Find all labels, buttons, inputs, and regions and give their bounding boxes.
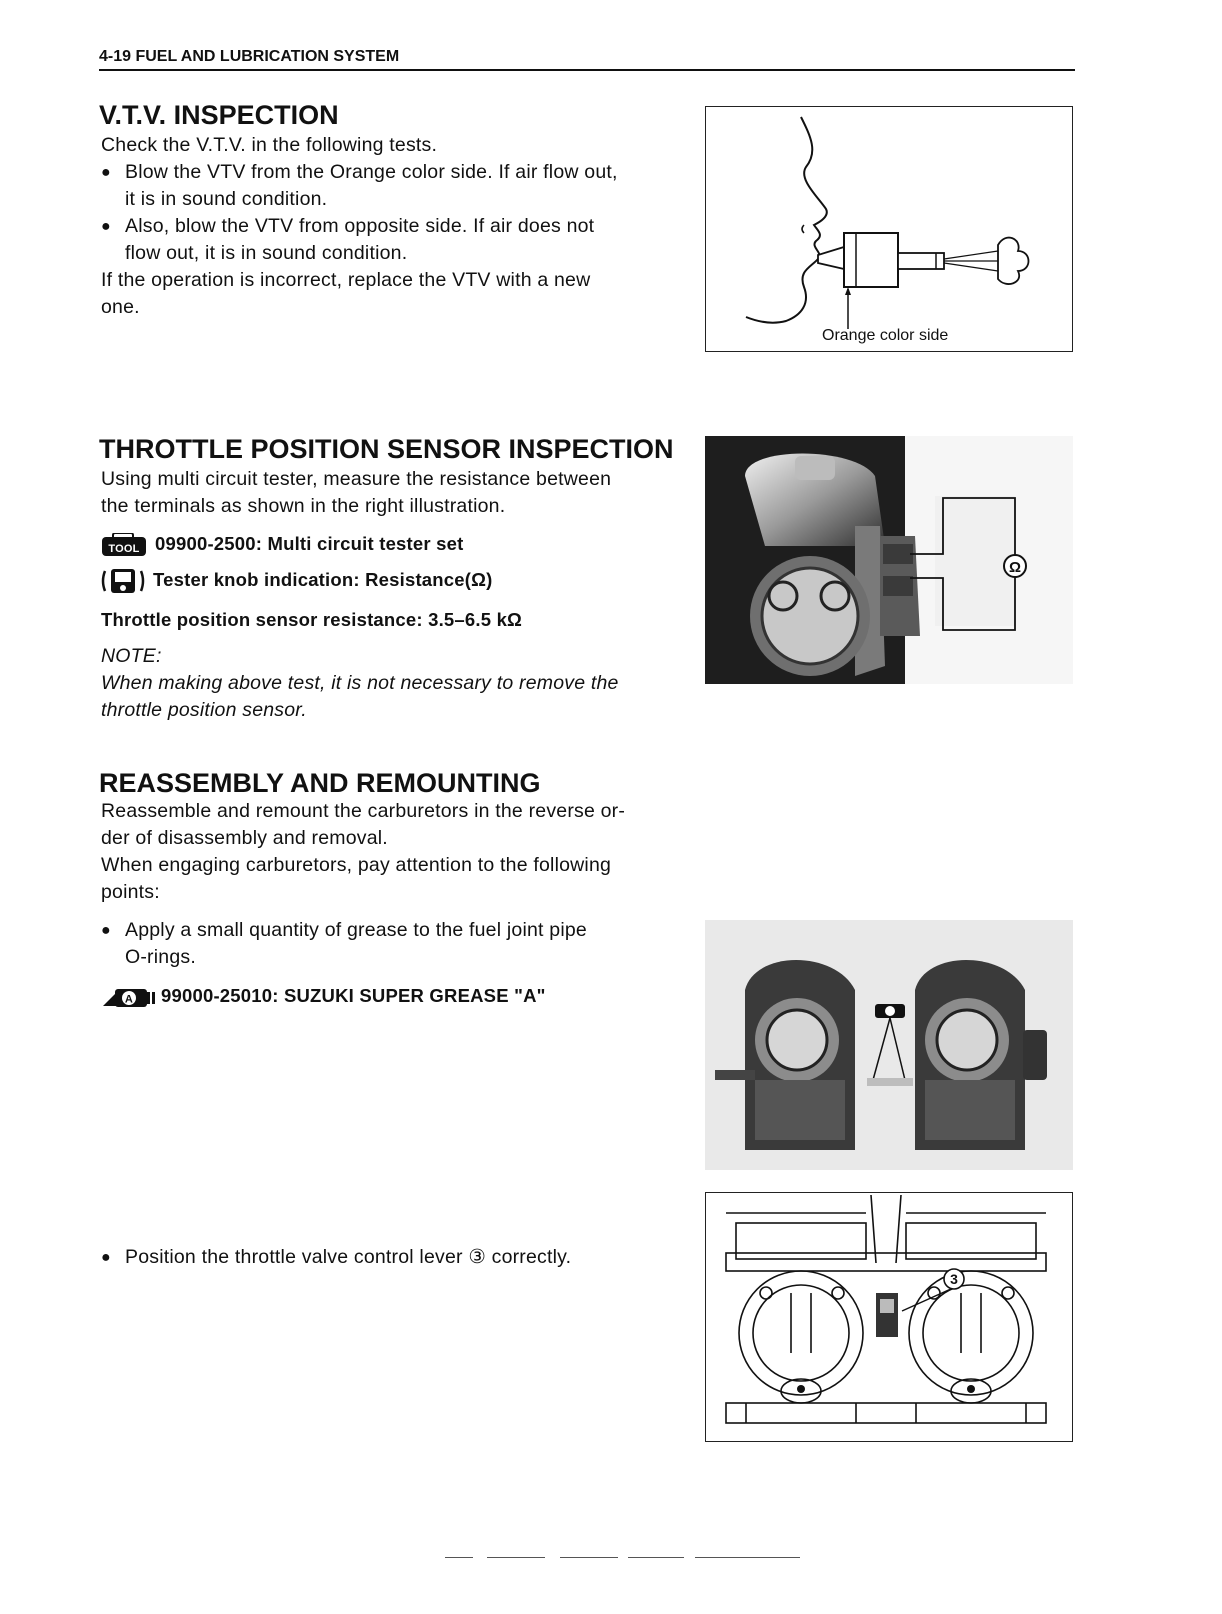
- lever-callout-number: 3: [950, 1271, 958, 1287]
- vtv-intro: Check the V.T.V. in the following tests.: [101, 134, 438, 156]
- vtv-figure: [705, 106, 1073, 352]
- carburetors-photo: [705, 920, 1073, 1170]
- vtv-text: [101, 132, 681, 321]
- throttle-lever-illustration: [706, 1193, 1071, 1440]
- ohm-symbol: Ω: [1008, 559, 1022, 576]
- vtv-outro-1: If the operation is incorrect, replace the VTV with a new: [101, 269, 591, 291]
- note-label: NOTE:: [101, 645, 162, 667]
- tool-icon: [101, 533, 147, 557]
- footer-dash: [560, 1557, 618, 1558]
- tps-photo: [705, 436, 1073, 684]
- footer-dash: [628, 1557, 684, 1558]
- footer-dash: [695, 1557, 800, 1558]
- carburetor-pair-photo: [705, 920, 1073, 1170]
- vtv-blow-illustration: [706, 107, 1071, 350]
- lever-figure: [705, 1192, 1073, 1442]
- vtv-heading: V.T.V. INSPECTION: [99, 100, 339, 130]
- footer-dash: [445, 1557, 473, 1558]
- grease-icon-text: A: [124, 993, 134, 1006]
- page-header: 4-19 FUEL AND LUBRICATION SYSTEM: [99, 48, 400, 65]
- footer-dash: [487, 1557, 545, 1558]
- tps-resistance-spec: Throttle position sensor resistance: 3.5–6.5 kΩ: [101, 609, 523, 630]
- reassembly-bullet-1: ● Apply a small quantity of grease to the fuel joint pipe O-rings.: [101, 917, 685, 971]
- tool-spec: 09900-2500: Multi circuit tester set: [155, 533, 464, 554]
- tps-tool-line: [101, 530, 463, 557]
- vtv-outro-2: one.: [101, 296, 140, 318]
- tester-knob-icon: [101, 567, 145, 595]
- tester-knob-spec: Tester knob indication: Resistance(Ω): [153, 569, 493, 590]
- tps-intro: Using multi circuit tester, measure the resistance between the terminals as shown in the right illustration.: [101, 468, 612, 517]
- tps-knob-line: [101, 566, 493, 595]
- vtv-figure-label: Orange color side: [822, 327, 949, 344]
- tps-heading: THROTTLE POSITION SENSOR INSPECTION: [99, 434, 674, 464]
- vtv-bullet-2: ● Also, blow the VTV from opposite side. If air does not flow out, it is in sound condition.: [101, 213, 681, 267]
- vtv-bullet-1: ● Blow the VTV from the Orange color side. If air flow out, it is in sound condition.: [101, 159, 681, 213]
- grease-spec: 99000-25010: SUZUKI SUPER GREASE "A": [161, 985, 546, 1006]
- tool-icon-text: TOOL: [108, 543, 140, 556]
- grease-line: [101, 982, 546, 1010]
- grease-icon: [101, 984, 157, 1010]
- reassembly-bullet-2: ● Position the throttle valve control lever ③ correctly.: [101, 1244, 705, 1271]
- carburetor-photo: [705, 436, 1073, 684]
- reassembly-heading: REASSEMBLY AND REMOUNTING: [99, 768, 541, 798]
- tps-note: NOTE: When making above test, it is not necessary to remove the throttle position sensor.: [101, 643, 691, 724]
- header-rule: [99, 69, 1075, 71]
- reassembly-text: Reassemble and remount the carburetors in the reverse or- der of disassembly and removal. When engaging carburetors, pay attention to the following points:: [101, 800, 626, 903]
